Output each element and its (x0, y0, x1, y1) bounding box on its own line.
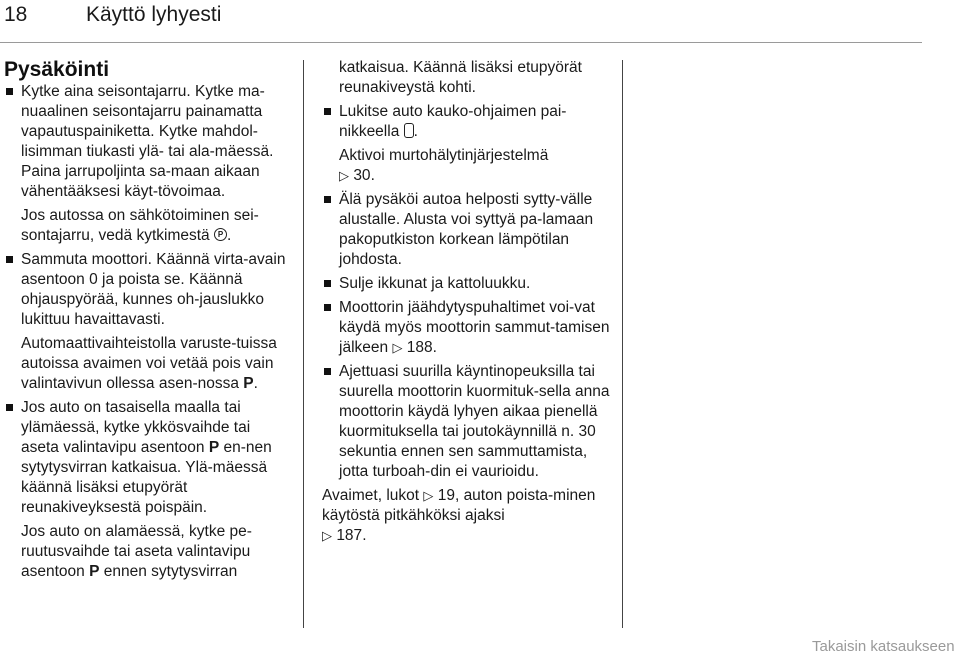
triangle-reference-icon: ▷ (423, 488, 434, 503)
list-item-close-windows: Sulje ikkunat ja kattoluukku. (322, 274, 614, 294)
triangle-reference-icon: ▷ (392, 340, 403, 355)
remote-lock-button-icon (404, 123, 414, 138)
list-item-lock-car: Lukitse auto kauko-ohjaimen pai-nikkeella . (322, 102, 614, 142)
header-divider (0, 42, 922, 43)
list-item-parking-brake: Kytke aina seisontajarru. Kytke ma-nuaalinen seisontajarru painamatta vapautuspainiketta. Kytke mahdol-lisimman tiukasti ylä- tai ala-mäessä. Paina jarrupoljinta sa-maan aikaan vähentääksesi käyt-tövoimaa. (4, 82, 292, 202)
list-item-gear-selection: Jos auto on tasaisella maalla tai ylämäessä, kytke ykkösvaihde tai aseta valintavipu asentoon P en-nen sytytysvirran katkaisua. Ylä-mäessä käännä lisäksi etupyörät reunakiveyksestä poispäin. (4, 398, 292, 518)
paragraph-continued: katkaisua. Käännä lisäksi etupyörät reunakiveystä kohti. (339, 59, 582, 96)
section-title: Pysäköinti (4, 58, 110, 81)
list-item-flammable-surface: Älä pysäköi autoa helposti sytty-välle alustalle. Alusta voi syttyä pa-lamaan pakoputkiston korkean lämpötilan johdosta. (322, 190, 614, 270)
page-title: Käyttö lyhyesti (86, 3, 222, 26)
paragraph-alarm: Aktivoi murtohälytinjärjestelmä ▷ 30. (339, 147, 549, 184)
paragraph-downhill: Jos auto on alamäessä, kytke pe-ruutusvaihde tai aseta valintavipu asentoon P ennen sytytysvirran (21, 523, 252, 580)
page-number: 18 (4, 3, 28, 26)
list-item-turbo-cooldown: Ajettuasi suurilla käyntinopeuksilla tai suurella moottorin kuormituk-sella anna moottorin käydä lyhyen aikaa pienellä kuormituksella tai joutokäynnillä n. 30 sekuntia ennen sen sammuttamista, jotta turboah-din ei vaurioidu. (322, 362, 614, 482)
page-header (0, 0, 960, 44)
page-reference-link[interactable]: 19 (437, 487, 455, 504)
page-reference-link[interactable]: 187 (336, 527, 363, 544)
triangle-reference-icon: ▷ (339, 168, 349, 183)
parking-brake-switch-icon (214, 228, 227, 241)
back-to-overview-link[interactable]: Takaisin katsaukseen (812, 638, 955, 655)
list-item-engine-off: Sammuta moottori. Käännä virta-avain asentoon 0 ja poista se. Käännä ohjauspyörää, kunnes oh-jauslukko lukittuu havaittavasti. (4, 250, 292, 330)
column-right (322, 58, 614, 546)
paragraph-electric-brake: Jos autossa on sähkötoiminen sei-sontajarru, vedä kytkimestä P . (4, 206, 292, 246)
paragraph-automatic-key: Automaattivaihteistolla varuste-tuissa autoissa avaimen voi vetää pois vain valintavivun ollessa asen-nossa P. (21, 335, 277, 392)
page-reference-link[interactable]: 188 (406, 339, 433, 356)
list-item-cooling-fans: Moottorin jäähdytyspuhaltimet voi-vat käydä myös moottorin sammut-tamisen jälkeen ▷ 188. (322, 298, 614, 358)
page-reference-link[interactable]: 30 (353, 167, 371, 184)
column-left (4, 58, 292, 582)
paragraph-references: Avaimet, lukot ▷ 19, auton poista-minen käytöstä pitkähköksi ajaksi ▷ 187. (322, 487, 596, 544)
triangle-reference-icon: ▷ (322, 528, 332, 543)
column-divider-1 (303, 60, 304, 628)
column-divider-2 (622, 60, 623, 628)
